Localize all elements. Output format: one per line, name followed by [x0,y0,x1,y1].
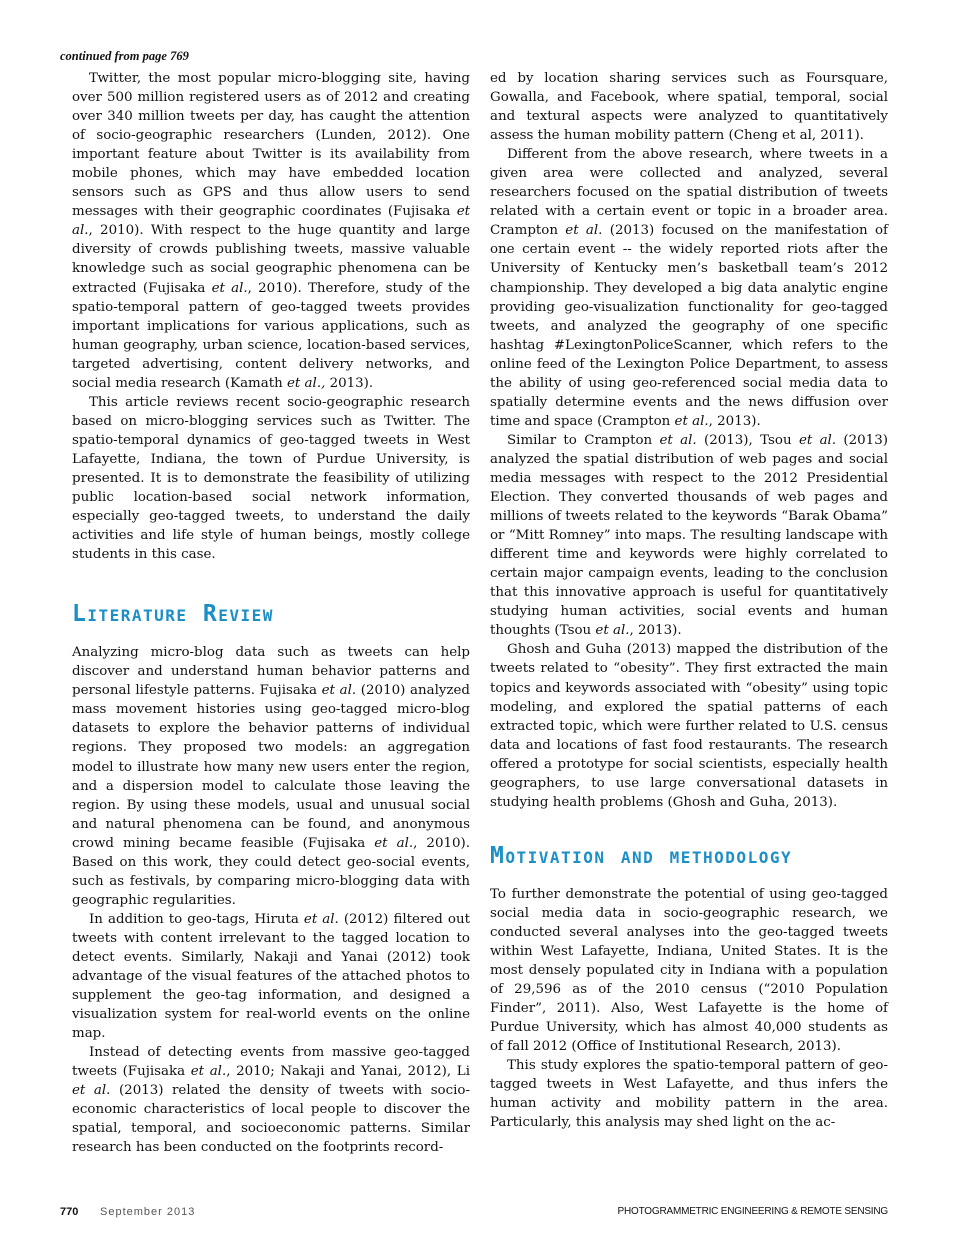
body-paragraph: Instead of detecting events from massive geo-tagged tweets (Fujisaka et al., 2010; Nakaji and Yanai, 2012), Li et al. (2013) related the density of tweets with socio-economic characteristics of local people to discover the spatial, temporal, and socioeconomic patterns. Similar research has been conducted on the footprints record- [72,1045,470,1156]
body-paragraph: Different from the above research, where tweets in a given area were collected and analyzed, several researchers focused on the spatial distribution of tweets related with a certain event or topic in a broader area. Crampton et al. (2013) focused on the manifestation of one certain event -- the widely reported riots after the University of Kentucky men’s basketball team’s 2012 championship. They developed a big data analytic engine providing geo-visualization functionality for geo-tagged tweets, and analyzed the geography of one specific hashtag #LexingtonPoliceScanner, which refers to the online feed of the Lexington Police Department, to assess the ability of using geo-referenced social media data to spatially determine events and the news diffusion over time and space (Crampton et al., 2013). [490,147,888,429]
body-paragraph: Twitter, the most popular micro-blogging site, having over 500 million registered users as of 2012 and creating over 340 million tweets per day, has caught the attention of socio-geographic researchers (Lunden, 2012). One important feature about Twitter is its availability from mobile phones, which may have embedded location sensors such as GPS and thus allow users to send messages with their geographic coordinates (Fujisaka et al., 2010). With respect to the huge quantity and large diversity of crowds publishing tweets, massive valuable knowledge such as social geographic phenomena can be extracted (Fujisaka et al., 2010). Therefore, study of the spatio-temporal pattern of geo-tagged tweets provides important implications for various applications, such as human geography, urban science, location-based services, targeted advertising, content delivery networks, and social media research (Kamath et al., 2013). [72,71,470,391]
issue-date: September 2013 [100,1206,196,1218]
body-paragraph: In addition to geo-tags, Hiruta et al. (2012) filtered out tweets with content irrelevant to the tagged location to detect events. Similarly, Nakaji and Yanai (2012) took advantage of the visual features of the attached photos to supplement the geo-tag information, and designed a visualization system for real-world events on the online map. [72,911,470,1042]
body-paragraph: This article reviews recent socio-geographic research based on micro-blogging services such as Twitter. The spatio-temporal dynamics of geo-tagged tweets in West Lafayette, Indiana, the town of Purdue University, is presented. It is to demonstrate the feasibility of utilizing public location-based social network information, especially geo-tagged tweets, to understand the daily activities and life style of human beings, mostly college students in this case. [72,394,470,563]
body-paragraph: This study explores the spatio-temporal pattern of geo-tagged tweets in West Lafayette, and thus infers the human activity and mobility pattern in the area. Particularly, this analysis may shed light on the ac- [490,1058,888,1131]
page-number: 770 [60,1206,79,1218]
body-paragraph: To further demonstrate the potential of using geo-tagged social media data in socio-geographic research, we conducted several analyses into the geo-tagged tweets within West Lafayette, Indiana, United States. It is the most densely populated city in Indiana with a population of 29,596 as of the 2010 census (“2010 Population Finder”, 2011). Also, West Lafayette is the home of Purdue University, which has almost 40,000 students as of fall 2012 (Office of Institutional Research, 2013). [490,886,888,1055]
right-column [490,69,888,1132]
body-paragraph: Analyzing micro-blog data such as tweets can help discover and understand human behavior patterns and personal lifestyle patterns. Fujisaka et al. (2010) analyzed mass movement histories using geo-tagged micro-blog datasets to explore the behavior patterns of individual regions. They proposed two models: an aggregation model to illustrate how many new users enter the region, and a dispersion model to calculate those leaving the region. By using these models, usual and unusual social and natural phenomena can be found, and anonymous crowd mining became feasible (Fujisaka et al., 2010). Based on this work, they could detect geo-social events, such as festivals, by comparing micro-blogging data with geographic regularities. [72,645,470,908]
page-footer [60,1206,888,1220]
continued-note: continued from page 769 [60,49,189,63]
body-paragraph: ed by location sharing services such as Foursquare, Gowalla, and Facebook, where spatial, temporal, social and textural aspects were analyzed to quantitatively assess the human mobility pattern (Cheng et al, 2011). [490,71,888,144]
section-heading: Motivation and methodology [490,842,793,869]
body-paragraph: Similar to Crampton et al. (2013), Tsou et al. (2013) analyzed the spatial distribution of web pages and social media messages with respect to the 2012 Presidential Election. They converted thousands of web pages and millions of tweets related to the keywords “Barak Obama” or “Mitt Romney” into maps. The resulting landscape with different time and keywords were highly correlated to certain major campaign events, leading to the conclusion that this innovative approach is useful for quantitatively studying human activities, social events and human thoughts (Tsou et al., 2013). [490,432,888,639]
journal-name: PHOTOGRAMMETRIC ENGINEERING & REMOTE SENSING [617,1206,888,1217]
left-column [72,69,470,1157]
section-heading: Literature Review [72,601,274,628]
body-paragraph: Ghosh and Guha (2013) mapped the distribution of the tweets related to “obesity”. They first extracted the main topics and keywords associated with “obesity” using topic modeling, and explored the spatial patterns of each extracted topic, which were further related to U.S. census data and locations of fast food restaurants. The research offered a prototype for social scientists, especially health geographers, to use large conversational datasets in studying health problems (Ghosh and Guha, 2013). [490,642,888,810]
